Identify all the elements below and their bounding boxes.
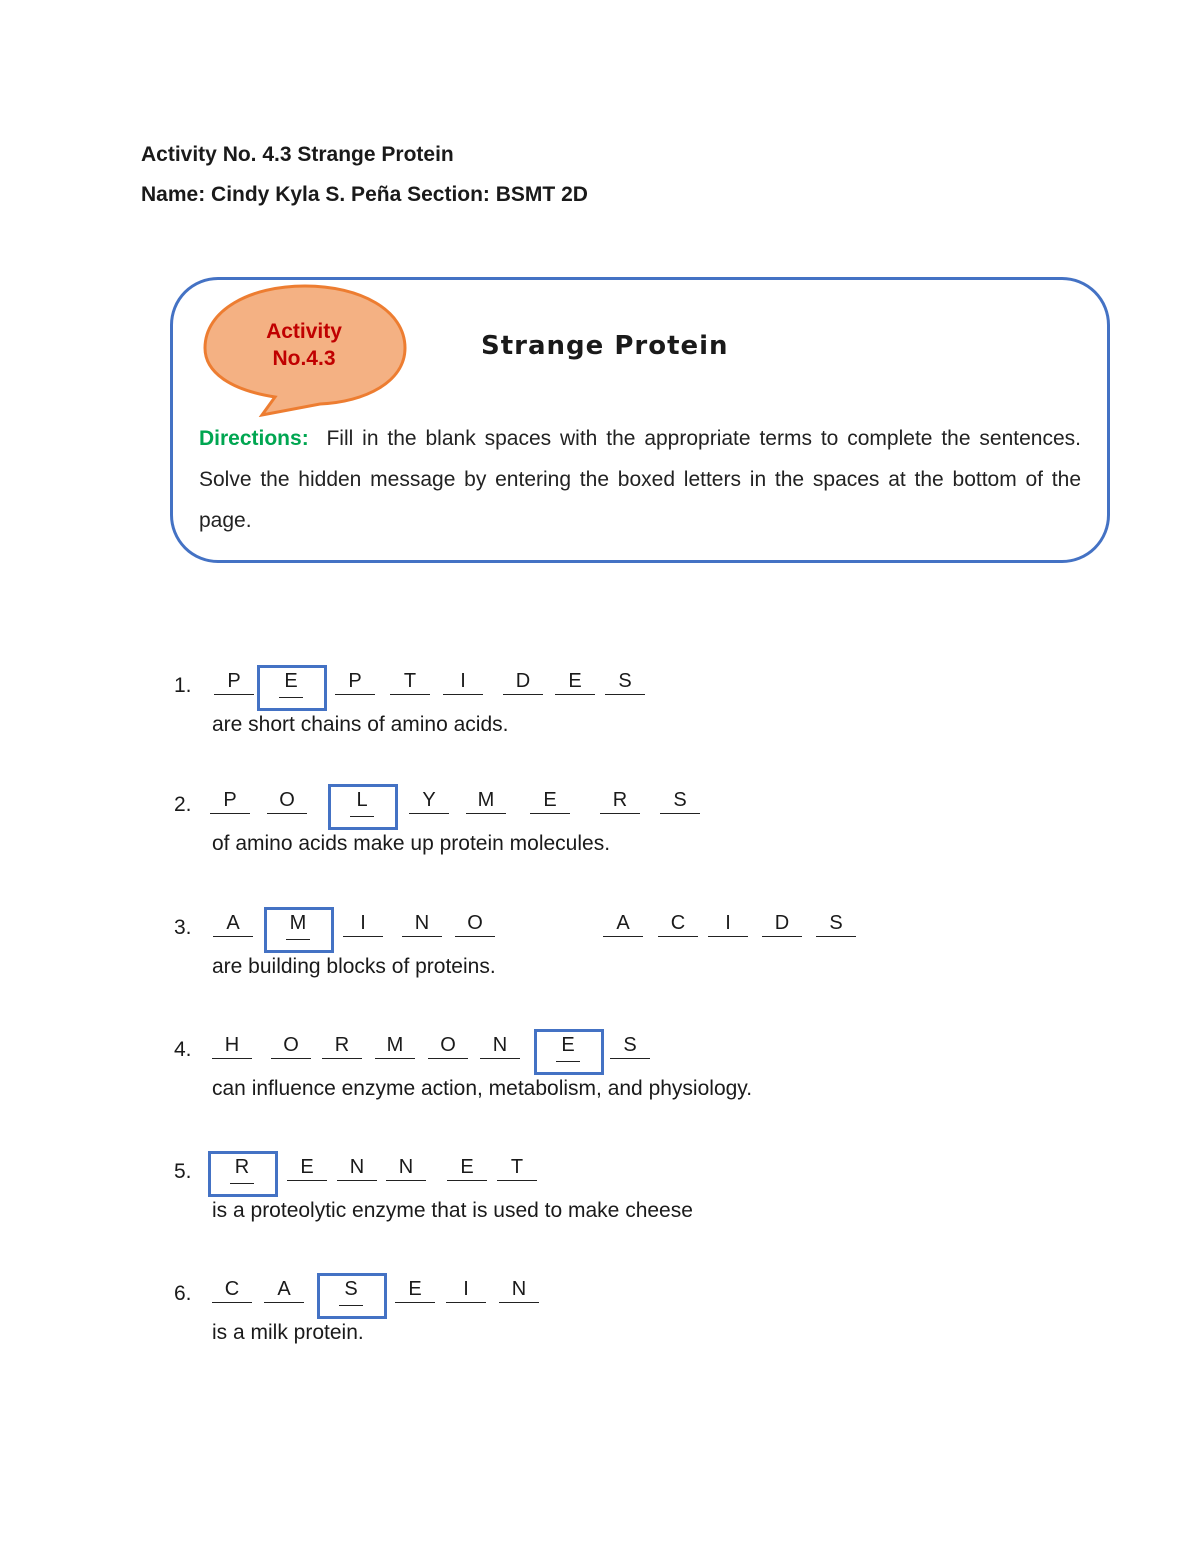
letter-blank: E — [447, 1155, 487, 1181]
letter-blank: E — [530, 788, 570, 814]
letter-blank: O — [271, 1033, 311, 1059]
letter-blank: A — [603, 911, 643, 937]
letter-blank: S — [660, 788, 700, 814]
letter-blank: T — [390, 669, 430, 695]
item-sentence: are short chains of amino acids. — [212, 713, 509, 736]
item-sentence: can influence enzyme action, metabolism, and physiology. — [212, 1077, 753, 1100]
boxed-letter-blank: L — [342, 788, 382, 813]
letter-blank: S — [605, 669, 645, 695]
letter-blank: S — [816, 911, 856, 937]
directions-label: Directions: — [199, 427, 309, 450]
letter-blank: Y — [409, 788, 449, 814]
letter-blank: E — [555, 669, 595, 695]
item-number: 3. — [174, 916, 192, 939]
letter-blank: R — [600, 788, 640, 814]
letter-blank: I — [443, 669, 483, 695]
item-number: 4. — [174, 1038, 192, 1061]
student-name-line: Name: Cindy Kyla S. Peña Section: BSMT 2D — [141, 183, 588, 206]
letter-blank: M — [466, 788, 506, 814]
letter-blank: N — [480, 1033, 520, 1059]
letter-blank: S — [610, 1033, 650, 1059]
letter-blank: E — [287, 1155, 327, 1181]
letter-blank: P — [214, 669, 254, 695]
item-number: 1. — [174, 674, 192, 697]
directions-text: Fill in the blank spaces with the appropriate terms to complete the sentences. Solve the hidden message by entering the boxed letters in the spaces at the bottom of the page. — [199, 427, 1081, 532]
letter-blank: N — [337, 1155, 377, 1181]
letter-blank: O — [455, 911, 495, 937]
directions-paragraph — [199, 418, 1081, 541]
letter-blank: N — [499, 1277, 539, 1303]
letter-blank: A — [213, 911, 253, 937]
letter-blank: M — [375, 1033, 415, 1059]
badge-text — [208, 318, 400, 372]
letter-blank: H — [212, 1033, 252, 1059]
letter-blank: T — [497, 1155, 537, 1181]
activity-title: Activity No. 4.3 Strange Protein — [141, 143, 454, 166]
boxed-letter-blank: E — [548, 1033, 588, 1058]
letter-blank: E — [395, 1277, 435, 1303]
letter-blank: O — [428, 1033, 468, 1059]
item-sentence: is a proteolytic enzyme that is used to make cheese — [212, 1199, 693, 1222]
letter-blank: P — [335, 669, 375, 695]
letter-blank: O — [267, 788, 307, 814]
item-sentence: is a milk protein. — [212, 1321, 364, 1344]
letter-blank: N — [402, 911, 442, 937]
boxed-letter-blank: S — [331, 1277, 371, 1302]
letter-blank: I — [343, 911, 383, 937]
letter-blank: P — [210, 788, 250, 814]
item-number: 6. — [174, 1282, 192, 1305]
boxed-letter-blank: R — [222, 1155, 262, 1180]
boxed-letter-blank: E — [271, 669, 311, 694]
item-number: 2. — [174, 793, 192, 816]
card-title: Strange Protein — [481, 331, 729, 361]
item-number: 5. — [174, 1160, 192, 1183]
badge-line-1: Activity — [266, 320, 342, 343]
letter-blank: R — [322, 1033, 362, 1059]
badge-line-2: No.4.3 — [272, 347, 336, 370]
letter-blank: D — [503, 669, 543, 695]
letter-blank: A — [264, 1277, 304, 1303]
item-sentence: of amino acids make up protein molecules. — [212, 832, 611, 855]
letter-blank: D — [762, 911, 802, 937]
item-sentence: are building blocks of proteins. — [212, 955, 496, 978]
boxed-letter-blank: M — [278, 911, 318, 936]
letter-blank: C — [658, 911, 698, 937]
letter-blank: I — [446, 1277, 486, 1303]
letter-blank: C — [212, 1277, 252, 1303]
letter-blank: I — [708, 911, 748, 937]
letter-blank: N — [386, 1155, 426, 1181]
